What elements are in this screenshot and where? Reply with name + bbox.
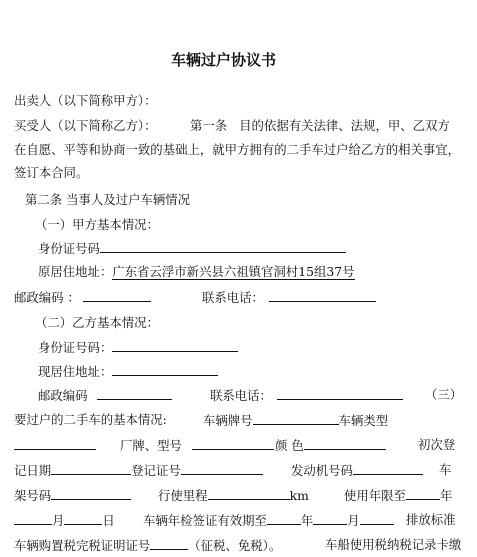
article1-head: 第一条	[190, 118, 228, 133]
phone-field-b[interactable]	[277, 387, 403, 400]
address-label-a: 原居住地址：	[38, 264, 113, 279]
address-label-b: 现居住地址：	[38, 364, 113, 379]
year-unit: 年	[439, 488, 453, 503]
reg-cert-label: 登记证号	[131, 463, 181, 478]
vessel-tax-label: 车船使用税纳税记录卡缴	[325, 537, 462, 552]
party-b-address-line	[38, 363, 218, 380]
page-title: 车辆过户协议书	[171, 51, 277, 69]
id-number-label-a: 身份证号码	[38, 241, 100, 256]
party-b-heading: （二）乙方基本情况：	[35, 315, 159, 330]
emission-label: 排放标准	[406, 512, 456, 527]
id-number-label-b: 身份证号码：	[38, 340, 113, 355]
inspection-month-unit: 月	[347, 513, 360, 528]
engine-no-field[interactable]	[353, 462, 423, 475]
phone-label-a: 联系电话：	[202, 290, 264, 305]
address-value-a: 广东省云浮市新兴县六祖镇官洞村15组37号	[112, 264, 355, 279]
tax-status: （征税、免税）。	[188, 538, 282, 553]
inspection-day-field[interactable]	[360, 512, 394, 525]
color-label: 颜 色	[275, 438, 304, 453]
first-reg-line	[14, 462, 263, 479]
vehicle-type-field-line	[14, 437, 96, 454]
annual-inspection-line	[143, 512, 394, 529]
vehicle-info-label: 要过户的二手车的基本情况:	[14, 412, 167, 427]
postal-label-a: 邮政编码 ：	[14, 290, 80, 305]
vehicle-type-label: 车辆类型	[338, 413, 389, 428]
inspection-year-unit: 年	[300, 513, 314, 528]
color-line	[275, 437, 386, 454]
seller-line: 出卖人（以下简称甲方）：	[14, 93, 157, 108]
use-limit-month-field[interactable]	[14, 512, 52, 525]
section3-label: （三）	[425, 387, 463, 402]
plate-label: 车辆牌号	[203, 413, 253, 428]
phone-label-b: 联系电话：	[210, 388, 272, 403]
phone-field-a[interactable]	[269, 289, 376, 302]
color-field[interactable]	[304, 437, 386, 450]
inspection-month-field[interactable]	[313, 512, 347, 525]
reg-cert-field[interactable]	[181, 462, 263, 475]
article1-text-1: 目的依据有关法律、法规，甲、乙双方	[239, 118, 450, 133]
engine-no-label: 发动机号码	[291, 463, 353, 478]
mileage-unit: km	[289, 488, 309, 503]
postal-field-a[interactable]	[83, 289, 151, 302]
mileage-field[interactable]	[208, 487, 290, 500]
first-reg-field[interactable]	[51, 462, 131, 475]
buyer-label: 买受人（以下简称乙方）：	[14, 118, 157, 133]
first-reg-label-1: 初次登	[418, 437, 456, 452]
purchase-tax-line	[14, 537, 281, 554]
vehicle-type-field[interactable]	[14, 437, 96, 450]
id-number-field-a[interactable]	[100, 240, 346, 253]
article1-line3: 签订本合同。	[14, 165, 89, 180]
brand-model-label: 厂牌、型号	[120, 438, 182, 453]
annual-inspection-label: 车辆年检签证有效期至	[143, 513, 267, 528]
address-field-b[interactable]	[112, 363, 218, 376]
chassis-label-1: 车	[439, 462, 452, 477]
party-b-postal-line	[38, 387, 172, 404]
date-row	[14, 512, 115, 529]
postal-field-b[interactable]	[97, 387, 172, 400]
mileage-line	[158, 487, 309, 504]
buyer-line	[14, 118, 157, 134]
article1-line2: 在自愿、平等和协商一致的基础上，就甲方拥有的二手车过户给乙方的相关事宜，	[14, 142, 461, 157]
first-reg-label-2: 记日期	[14, 463, 52, 478]
purchase-tax-field[interactable]	[150, 537, 188, 550]
purchase-tax-label: 车辆购置税完税证明证号	[14, 538, 151, 553]
chassis-label-2: 架号码	[14, 488, 52, 503]
party-a-address-line	[38, 264, 355, 280]
party-b-phone-line	[210, 387, 403, 404]
plate-type-line	[203, 412, 388, 429]
inspection-year-field[interactable]	[267, 512, 301, 525]
month-unit: 月	[52, 513, 65, 528]
use-limit-label: 使用年限至	[344, 488, 406, 503]
chassis-line	[14, 487, 131, 504]
party-a-postal-line	[14, 289, 151, 306]
party-b-id-line	[38, 339, 238, 356]
use-limit-line	[344, 487, 452, 504]
brand-line	[120, 437, 274, 454]
party-a-phone-line	[202, 289, 376, 306]
day-unit: 日	[102, 513, 115, 528]
party-a-heading: （一）甲方基本情况：	[35, 217, 159, 232]
engine-line	[291, 462, 423, 479]
party-a-id-line	[38, 240, 346, 257]
postal-label-b: 邮政编码	[38, 388, 88, 403]
id-number-field-b[interactable]	[112, 339, 238, 352]
plate-field[interactable]	[253, 412, 339, 425]
brand-model-field[interactable]	[192, 437, 274, 450]
use-limit-day-field[interactable]	[64, 512, 102, 525]
article1-line1	[190, 118, 450, 134]
chassis-field[interactable]	[51, 487, 131, 500]
use-limit-year-field[interactable]	[406, 487, 440, 500]
mileage-label: 行使里程	[158, 488, 208, 503]
article2-heading: 第二条 当事人及过户车辆情况	[25, 192, 191, 207]
